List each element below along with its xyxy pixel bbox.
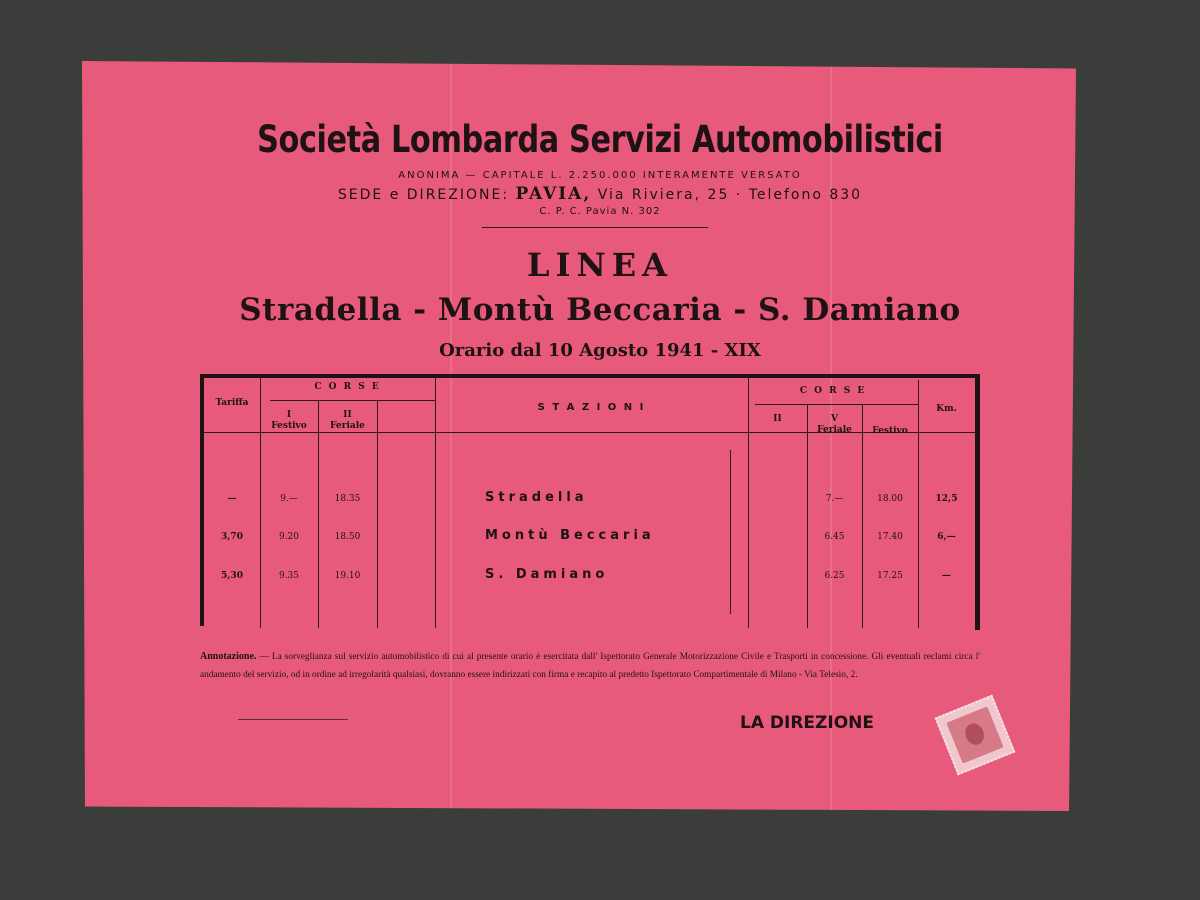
station-name: Montù Beccaria: [485, 528, 655, 543]
header-festivo-right: Festivo: [872, 426, 908, 436]
cell-festivo: 9.35: [278, 571, 300, 581]
annotation: [200, 648, 980, 684]
header-corse-i: [260, 410, 318, 432]
cell-feriale: 18.35: [334, 494, 361, 504]
cell-festivo: 9.—: [280, 494, 298, 504]
cell-v-feriale: 6.25: [824, 571, 845, 581]
col-line: [377, 400, 378, 628]
annotation-text: — La sorveglianza sul servizio automobilistico di cui al presente orario è esercitata dall' Ispettorato Generale Motorizzazione Civile e Trasporti in concessione. Gli eventuali reclami circa l' andamento del servizio, od in ordine ad irregolarità qualsiasi, dovranno essere indirizzati con firma e recapito al predetto Ispettorato Compartimentale di Milano - Via Telesio, 2.: [200, 652, 980, 680]
company-name: Società Lombarda Servizi Automobilistici: [257, 118, 943, 161]
col-line: [807, 404, 808, 628]
timetable: [200, 374, 980, 628]
cell-tariffa: 5,30: [221, 571, 243, 581]
cpc-line: C. P. C. Pavia N. 302: [539, 206, 661, 217]
header-corse-v: [807, 414, 862, 436]
route-title: Stradella - Montù Beccaria - S. Damiano: [239, 292, 961, 328]
cell-v-feriale: 7.—: [825, 494, 844, 504]
station-name: S. Damiano: [485, 567, 609, 582]
cell-km: 12,5: [935, 494, 958, 504]
col-line: [435, 378, 436, 628]
cell-feriale: 18.50: [334, 532, 361, 542]
header-corse-right: C O R S E: [799, 386, 867, 396]
row-line: [755, 404, 918, 405]
cell-km: 6,—: [937, 532, 956, 542]
divider: [482, 227, 708, 228]
col-line: [862, 404, 863, 628]
annotation-label: Annotazione.: [200, 651, 257, 662]
cell-v-feriale: 6.45: [824, 532, 845, 542]
cell-tariffa: 3,70: [221, 532, 243, 542]
cell-r-festivo: 17.25: [877, 571, 903, 581]
direction-arrow-icon: [730, 450, 731, 614]
cell-km: —: [942, 571, 951, 581]
seat-city: PAVIA,: [515, 184, 592, 204]
portrait-icon: [962, 721, 987, 748]
col-line: [918, 380, 919, 628]
header-label: Festivo: [271, 421, 307, 431]
header-corse-ii: [318, 410, 377, 432]
table-top-border: [200, 374, 980, 378]
cell-tariffa: —: [227, 494, 237, 504]
header-num: II: [343, 410, 352, 420]
cell-r-festivo: 18.00: [877, 494, 903, 504]
station-name: Stradella: [485, 490, 588, 505]
signature: LA DIREZIONE: [740, 713, 874, 733]
header-label: Feriale: [817, 425, 852, 435]
header-km: Km.: [936, 404, 957, 414]
cell-feriale: 19.10: [334, 571, 361, 581]
capital-line: ANONIMA — CAPITALE L. 2.250.000 INTERAMENTE VERSATO: [398, 170, 802, 181]
header-corse-ii-right: II: [773, 414, 782, 424]
printer-line: [238, 719, 348, 720]
header-tariffa: Tariffa: [215, 398, 249, 408]
cell-r-festivo: 17.40: [877, 532, 903, 542]
seat-address: Via Riviera, 25 · Telefono 830: [597, 187, 863, 203]
stamp-image: [946, 706, 1003, 763]
seat-line: [0, 184, 1200, 204]
header-label: Feriale: [330, 421, 365, 431]
timetable-date: Orario dal 10 Agosto 1941 - XIX: [439, 340, 761, 361]
header-num: V: [831, 414, 838, 424]
header-num: I: [286, 410, 292, 420]
header-corse-left: C O R S E: [314, 382, 381, 392]
header-stazioni: S T A Z I O N I: [537, 402, 646, 413]
linea-heading: LINEA: [527, 246, 673, 284]
row-line: [270, 400, 435, 401]
seat-prefix: SEDE e DIREZIONE:: [337, 187, 510, 203]
col-line: [318, 400, 319, 628]
table-right-border: [975, 378, 980, 630]
cell-festivo: 9.20: [278, 532, 300, 542]
